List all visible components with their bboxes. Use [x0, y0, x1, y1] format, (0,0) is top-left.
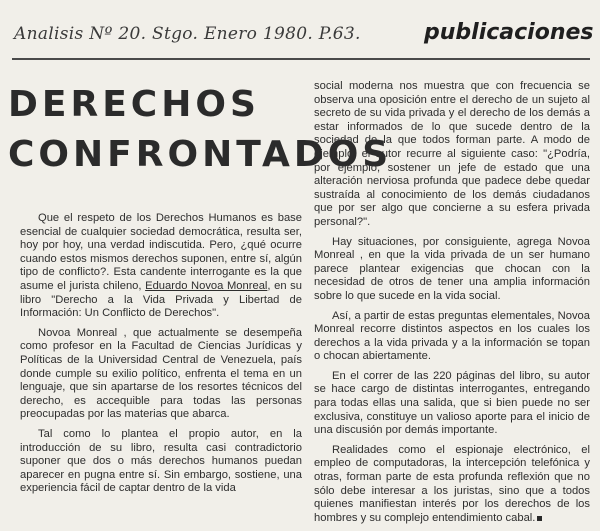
title-line-2: CONFRONTADOS — [8, 134, 393, 175]
paragraph-text: , en su libro "Derecho a la Vida Privada y Libertad de Información: Un Conflicto de Derechos". — [20, 279, 302, 320]
paragraph-text: Que el respeto de los Derechos Humanos es base esencial de cualquier sociedad democrática, resulta ser, hoy por hoy, una verdad indiscutida. Pero, ¿qué ocurre cuando estos mismos derechos suponen, entre sí, algún tipo de conflicto?. Esta candente interrogante es la que asume el jurista chileno, — [20, 212, 302, 292]
title-line-1: DERECHOS — [8, 84, 260, 125]
paragraph: Hay situaciones, por consiguiente, agrega Novoa Monreal , en que la vida privada de un ser humano parece plantear exigencias que chocan con la necesidad de otros de tener una amplia información sobre lo que sucede en la vida social. — [314, 235, 590, 302]
paragraph-text: Realidades como el espionaje electrónico, el empleo de computadoras, la intercepción telefónica y otras, forman parte de esta profunda reflexión que no sólo debe interesar a los juristas, sino que a todos quienes manifiestan interés por los derechos de los hombres y su complejo entendimiento cabal. — [314, 443, 590, 524]
paragraph — [20, 212, 302, 321]
author-name: Eduardo Novoa Monreal — [145, 279, 268, 292]
end-of-article-mark — [537, 516, 542, 521]
right-column — [314, 80, 590, 531]
paragraph: Así, a partir de estas preguntas elementales, Novoa Monreal recorre distintos aspectos en los cuales los derechos a la vida privada y a la información se topan o chocan abiertamente. — [314, 309, 590, 363]
paragraph — [314, 444, 590, 526]
paragraph: Novoa Monreal , que actualmente se desempeña como profesor en la Facultad de Ciencias Jurídicas y Políticas de la Universidad Central de Venezuela, país donde cumple su exilio político, enfrenta el tema en un lenguaje, que sin apartarse de los resortes técnicos del derecho, es accequible para todas las personas preocupadas por las materias que abarca. — [20, 326, 302, 421]
header-divider — [12, 58, 590, 60]
section-label: publicaciones — [424, 20, 594, 45]
paragraph: En el correr de las 220 páginas del libro, su autor se hace cargo de distintas interrogantes, entregando para todas ellas una salida, que si bien puede no ser exclusiva, constituye un valioso aporte para el inicio de una discusión por demás importante. — [314, 369, 590, 437]
paragraph: Tal como lo plantea el propio autor, en la introducción de su libro, resulta casi contradictorio suponer que dos o más derechos humanos puedan aparecer en pugna entre sí. Sin embargo, sostiene, una experiencia fácil de captar dentro de la vida — [20, 427, 302, 495]
left-column — [20, 212, 302, 502]
paragraph: social moderna nos muestra que con frecuencia se observa una oposición entre el derecho de un sujeto al secreto de su vida privada y el derecho de los demás a estar informados de lo que sucede dentro de la sociedad de la que todos forman parte. A modo de ejemplo, el autor recurre al siguiente caso: "¿Podría, por ejemplo, sostener un jefe de estado que una alteración nerviosa profunda que padece debe quedar sustraída al conocimiento de los demás ciudadanos que por ser algo que concierne a su esfera privada personal?". — [314, 80, 590, 228]
handwritten-source-note: Analisis Nº 20. Stgo. Enero 1980. P.63. — [14, 24, 361, 44]
